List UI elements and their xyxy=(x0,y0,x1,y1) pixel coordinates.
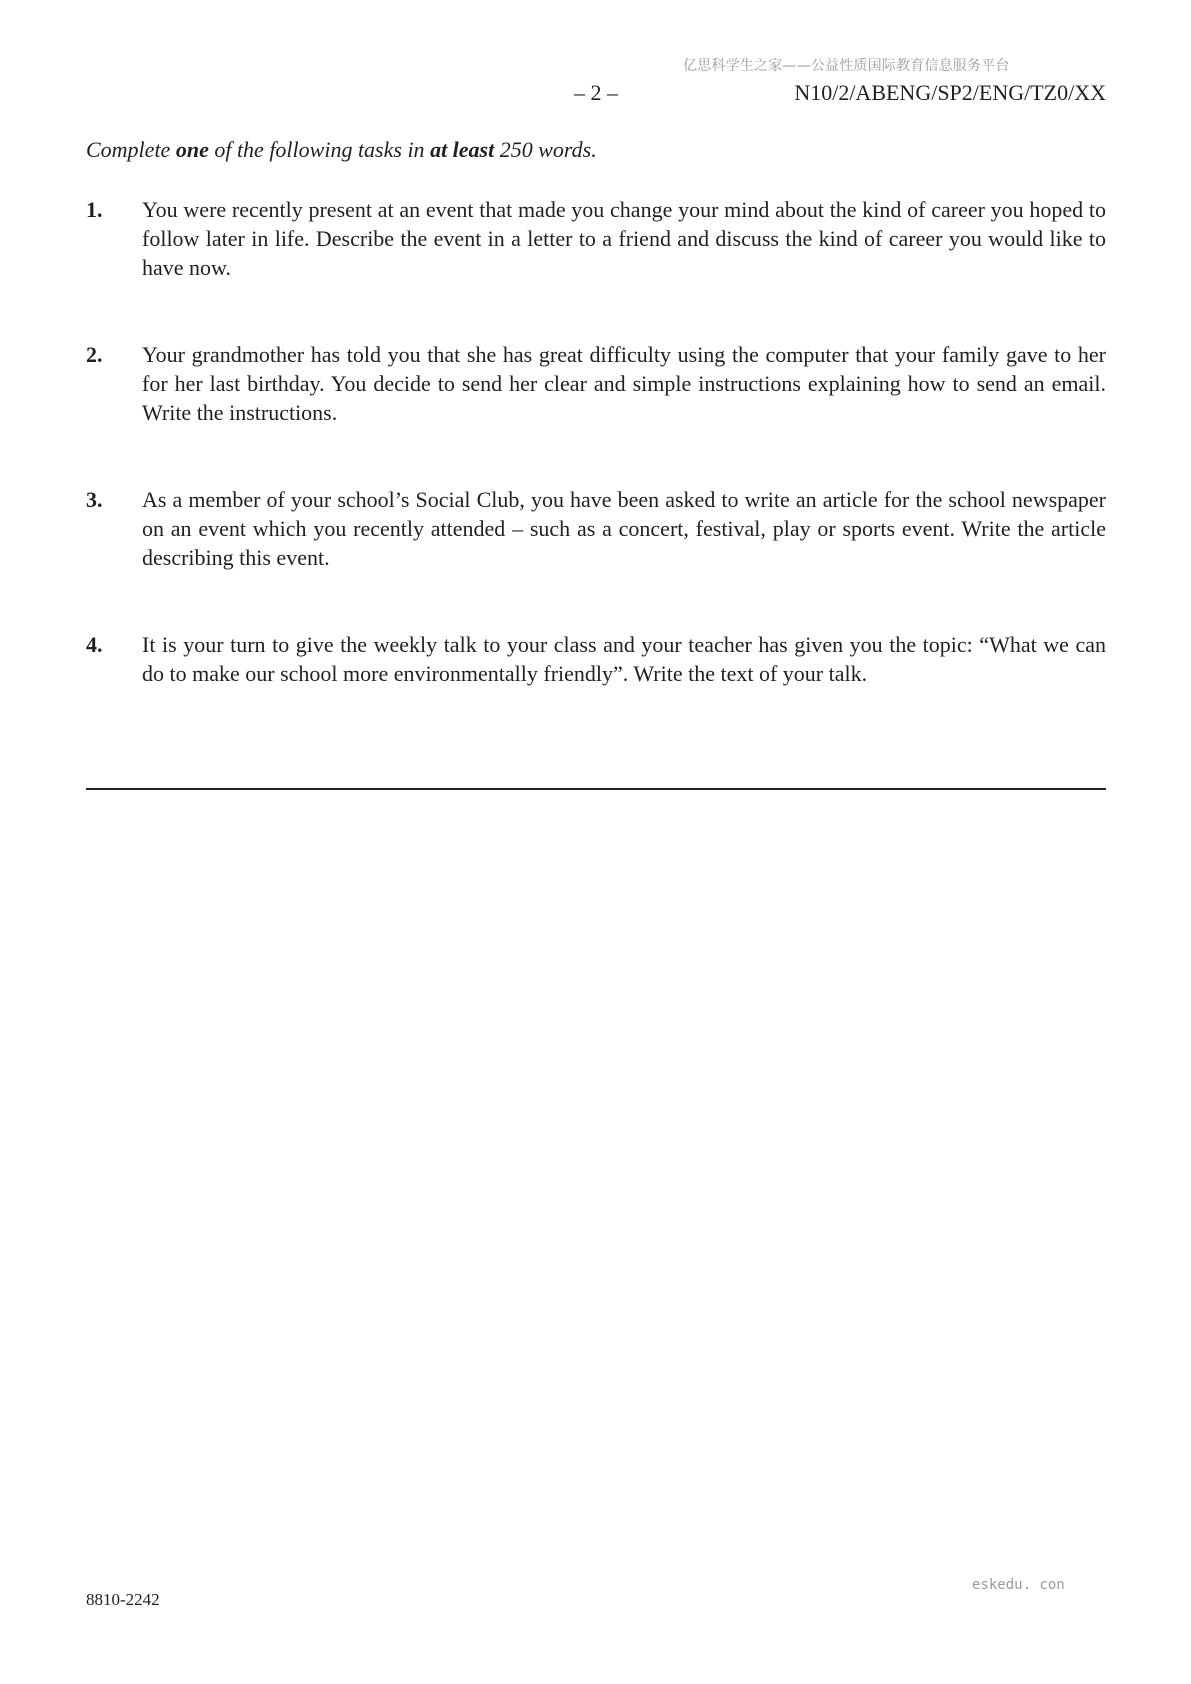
footer-watermark: eskedu. con xyxy=(972,1577,1065,1593)
question-item xyxy=(86,195,1106,282)
instruction-part: of the following tasks in xyxy=(208,137,431,162)
instruction-part: Complete xyxy=(86,137,176,162)
page-number: – 2 – xyxy=(574,80,618,105)
footer-code: 8810-2242 xyxy=(86,1590,160,1609)
question-number: 3. xyxy=(86,487,103,512)
question-text: As a member of your school’s Social Club, you have been asked to write an article for the school newspaper on an event which you recently attended – such as a concert, festival, play or sports event. Write the article describing this event. xyxy=(142,487,1106,570)
question-text: You were recently present at an event that made you change your mind about the kind of career you hoped to follow later in life. Describe the event in a letter to a friend and discuss the kind of career you would like to have now. xyxy=(142,197,1106,280)
question-item xyxy=(86,340,1106,427)
question-number: 2. xyxy=(86,342,103,367)
question-text: It is your turn to give the weekly talk to your class and your teacher has given you the topic: “What we can do to make our school more environmentally friendly”. Write the text of your talk. xyxy=(142,632,1106,686)
instruction-emphasis-at-least: at least xyxy=(430,137,495,162)
question-text: Your grandmother has told you that she has great difficulty using the computer that your family gave to her for her last birthday. You decide to send her clear and simple instructions explaining how to send an email. Write the instructions. xyxy=(142,342,1106,425)
header-watermark: 亿思科学生之家——公益性质国际教育信息服务平台 xyxy=(683,58,1010,74)
paper-code: N10/2/ABENG/SP2/ENG/TZ0/XX xyxy=(794,80,1106,105)
question-item xyxy=(86,485,1106,572)
task-instruction xyxy=(86,137,597,163)
section-divider xyxy=(86,788,1106,790)
instruction-emphasis-one: one xyxy=(175,137,209,162)
instruction-part: 250 words. xyxy=(494,137,597,162)
question-number: 1. xyxy=(86,197,103,222)
question-number: 4. xyxy=(86,632,103,657)
question-item xyxy=(86,630,1106,688)
